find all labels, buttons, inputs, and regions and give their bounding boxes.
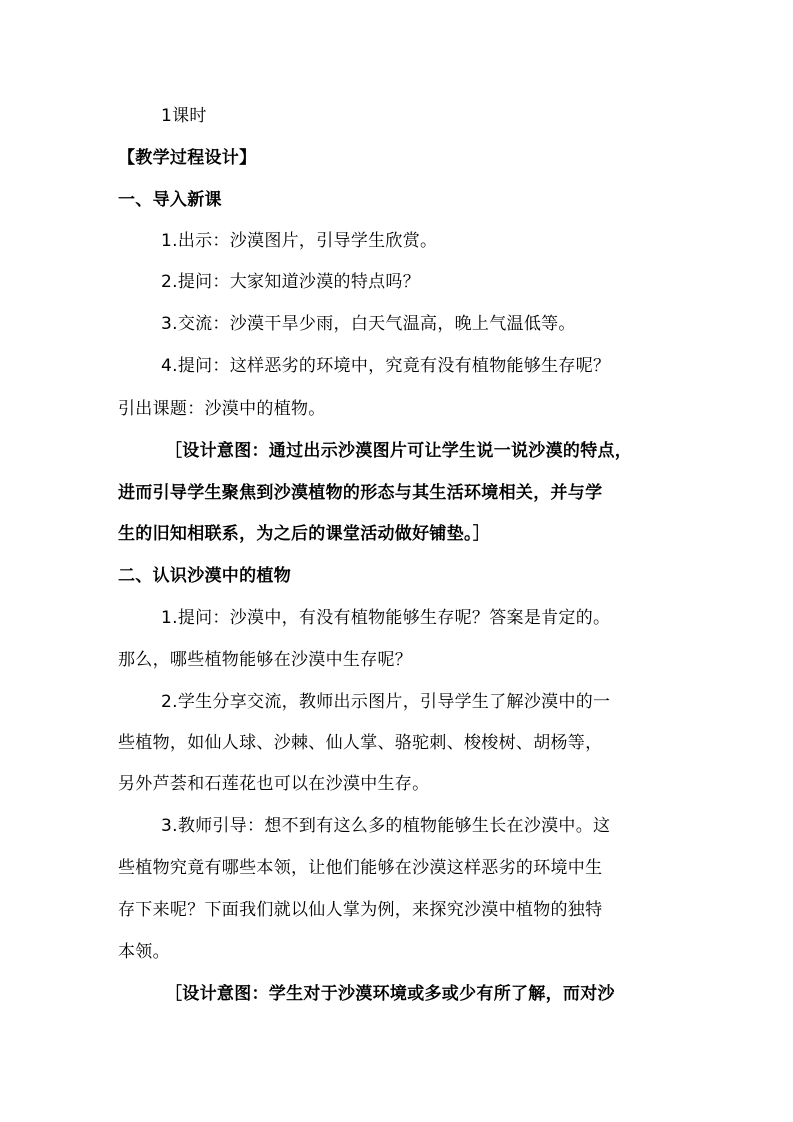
part2-item2-line3: 另外芦荟和石莲花也可以在沙漠中生存。	[118, 774, 430, 794]
part2-heading: 二、认识沙漠中的植物	[118, 566, 291, 586]
part1-item4-line1: 4.提问：这样恶劣的环境中，究竟有没有植物能够生存呢？	[161, 356, 611, 376]
part2-design-line1: ［设计意图：学生对于沙漠环境或多或少有所了解，而对沙	[165, 984, 615, 1004]
part1-item1: 1.出示：沙漠图片，引导学生欣赏。	[161, 231, 438, 251]
part2-item1-line2: 那么，哪些植物能够在沙漠中生存呢？	[118, 650, 413, 670]
part2-item2-line2: 些植物，如仙人球、沙棘、仙人掌、骆驼刺、梭梭树、胡杨等，	[118, 733, 603, 753]
part1-heading: 一、导入新课	[118, 190, 222, 210]
part2-item3-line2: 些植物究竟有哪些本领，让他们能够在沙漠这样恶劣的环境中生	[118, 858, 603, 878]
section-title: 【教学过程设计】	[118, 148, 257, 168]
lesson-hours: 1课时	[161, 106, 207, 126]
part2-item3-line1: 3.教师引导：想不到有这么多的植物能够生长在沙漠中。这	[161, 816, 611, 836]
part2-item1-line1: 1.提问：沙漠中，有没有植物能够生存呢？答案是肯定的。	[161, 608, 611, 628]
part1-item3: 3.交流：沙漠干旱少雨，白天气温高，晚上气温低等。	[161, 314, 576, 334]
part1-design-line3: 生的旧知相联系，为之后的课堂活动做好铺垫。］	[118, 524, 491, 544]
part2-item3-line4: 本领。	[118, 942, 170, 962]
part1-design-line2: 进而引导学生聚焦到沙漠植物的形态与其生活环境相关，并与学	[118, 483, 603, 503]
part2-item2-line1: 2.学生分享交流，教师出示图片，引导学生了解沙漠中的一	[161, 692, 611, 712]
part1-item2: 2.提问：大家知道沙漠的特点吗？	[161, 272, 421, 292]
part2-item3-line3: 存下来呢？下面我们就以仙人掌为例，来探究沙漠中植物的独特	[118, 900, 603, 920]
part1-design-line1: ［设计意图：通过出示沙漠图片可让学生说一说沙漠的特点，	[165, 441, 633, 461]
part1-item4-line2: 引出课题：沙漠中的植物。	[118, 399, 326, 419]
